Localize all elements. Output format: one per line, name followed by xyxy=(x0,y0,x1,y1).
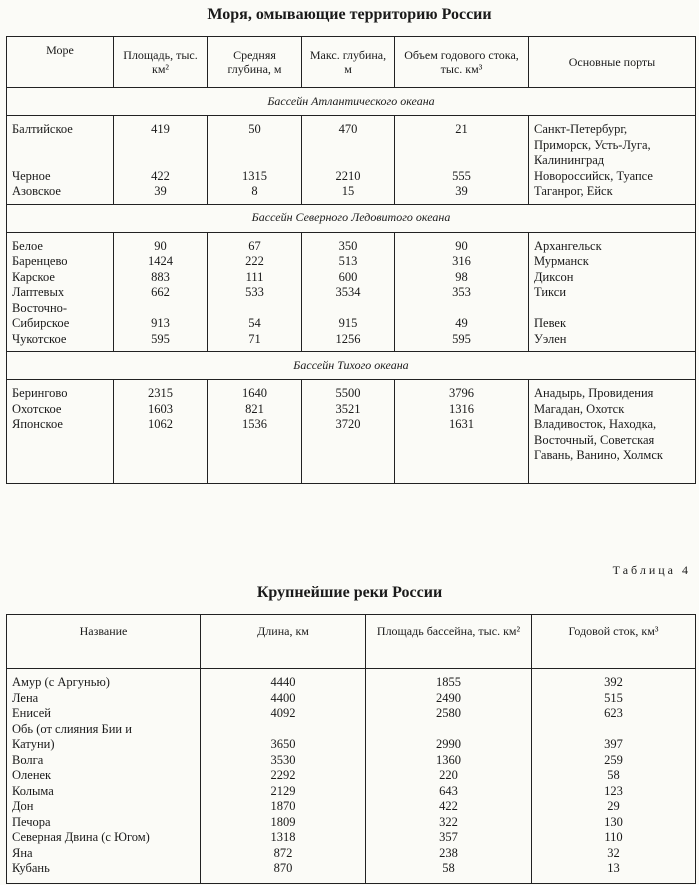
cell-line: 422 xyxy=(439,799,458,813)
seas-title: Моря, омывающие территорию России xyxy=(207,6,492,23)
cell-line: Калининград xyxy=(534,153,605,167)
header-ports: Основные порты xyxy=(529,37,696,88)
cell-line: Белое xyxy=(12,238,43,253)
sea-ports-cell xyxy=(529,116,696,205)
cell-line: 643 xyxy=(439,783,458,798)
cell-line xyxy=(400,448,523,464)
cell-line: 357 xyxy=(439,830,458,844)
header-annual-runoff: Годовой сток, км³ xyxy=(532,615,696,669)
cell-line: 1631 xyxy=(449,417,474,431)
cell-line: Восточный, Советская xyxy=(534,432,655,447)
sea-runoff-cell xyxy=(395,232,529,352)
sea-ports-cell xyxy=(529,380,696,484)
cell-line: Уэлен xyxy=(534,331,567,346)
rivers-table xyxy=(6,614,696,884)
cell-line: Колыма xyxy=(12,783,54,798)
cell-line: Японское xyxy=(12,417,63,431)
cell-line xyxy=(400,153,523,169)
cell-line: 67 xyxy=(248,238,261,253)
basin-name: Бассейн Тихого океана xyxy=(7,352,696,380)
cell-line: 1062 xyxy=(148,417,173,431)
cell-line xyxy=(12,153,108,169)
cell-line: 111 xyxy=(245,269,264,284)
sea-max-depth-cell xyxy=(302,380,395,484)
sea-runoff-cell xyxy=(395,380,529,484)
sea-avg-depth-cell xyxy=(208,232,302,352)
cell-line xyxy=(213,301,296,317)
cell-line xyxy=(213,448,296,464)
cell-line: Новороссийск, Туапсе xyxy=(534,168,653,183)
cell-line: 3521 xyxy=(335,401,361,416)
cell-line: 110 xyxy=(604,830,623,844)
cell-line: Черное xyxy=(12,168,51,183)
cell-line: 2990 xyxy=(436,737,461,751)
cell-line: Восточно- xyxy=(12,300,68,315)
cell-line xyxy=(119,464,202,480)
cell-line: 1360 xyxy=(436,752,461,767)
cell-line: 350 xyxy=(338,238,358,253)
cell-line: 220 xyxy=(439,768,458,782)
cell-line: 4092 xyxy=(270,706,296,720)
cell-line: 1603 xyxy=(148,401,173,416)
cell-line: 419 xyxy=(151,122,170,136)
cell-line: Приморск, Усть-Луга, xyxy=(534,137,651,152)
cell-line: 3650 xyxy=(270,737,296,751)
cell-line: Лаптевых xyxy=(12,285,65,299)
cell-line xyxy=(12,464,108,480)
cell-line: 238 xyxy=(439,845,458,860)
header-river-name: Название xyxy=(7,615,201,669)
sea-avg-depth-cell xyxy=(208,380,302,484)
cell-line xyxy=(12,138,108,154)
cell-line: 50 xyxy=(248,122,261,136)
cell-line: Гавань, Ванино, Холмск xyxy=(534,448,663,462)
basin-header-row xyxy=(7,88,696,116)
cell-line: Яна xyxy=(12,845,33,860)
cell-line: 54 xyxy=(248,316,261,330)
cell-line: 513 xyxy=(338,254,358,268)
sea-names-cell xyxy=(7,380,114,484)
cell-line: 821 xyxy=(245,401,264,416)
sea-runoff-cell xyxy=(395,116,529,205)
cell-line xyxy=(307,153,389,169)
cell-line: 555 xyxy=(452,168,471,183)
river-runoff-cell xyxy=(532,669,696,884)
cell-line: Амур (с Аргунью) xyxy=(12,675,110,689)
cell-line: Охотское xyxy=(12,401,62,416)
cell-line: 98 xyxy=(455,269,468,284)
sea-ports-cell xyxy=(529,232,696,352)
sea-max-depth-cell xyxy=(302,232,395,352)
sea-area-cell xyxy=(114,232,208,352)
cell-line: 915 xyxy=(338,316,358,330)
cell-line: 883 xyxy=(151,269,170,284)
cell-line: 49 xyxy=(455,316,468,330)
cell-line: 21 xyxy=(455,122,468,136)
cell-line: Балтийское xyxy=(12,122,73,136)
cell-line xyxy=(371,722,526,738)
cell-line xyxy=(213,433,296,449)
cell-line: Катуни) xyxy=(12,737,55,751)
cell-line: 1318 xyxy=(270,830,296,844)
cell-line: 600 xyxy=(338,269,358,284)
cell-line: Печора xyxy=(12,814,51,829)
cell-line: Санкт-Петербург, xyxy=(534,122,628,136)
cell-line: 2292 xyxy=(270,768,296,782)
cell-line: 872 xyxy=(273,845,293,860)
basin-name: Бассейн Северного Ледовитого океана xyxy=(7,204,696,232)
cell-line xyxy=(307,138,389,154)
cell-line: 2580 xyxy=(436,706,461,720)
cell-line xyxy=(537,722,690,738)
cell-line: 58 xyxy=(442,861,455,875)
cell-line: 1424 xyxy=(148,254,173,268)
cell-line xyxy=(307,464,389,480)
sea-names-cell xyxy=(7,232,114,352)
header-length: Длина, км xyxy=(201,615,366,669)
cell-line: Дон xyxy=(12,799,34,813)
cell-line xyxy=(307,301,389,317)
river-area-cell xyxy=(366,669,532,884)
cell-line: 29 xyxy=(607,799,620,813)
rivers-data-row xyxy=(7,669,696,884)
cell-line xyxy=(213,464,296,480)
cell-line: 3720 xyxy=(335,417,361,431)
cell-line: 422 xyxy=(151,168,170,183)
table-number-label: Таблица 4 xyxy=(612,563,691,577)
cell-line: 2129 xyxy=(270,783,296,798)
sea-max-depth-cell xyxy=(302,116,395,205)
sea-area-cell xyxy=(114,380,208,484)
cell-line: Кубань xyxy=(12,861,50,875)
basin-header-row xyxy=(7,352,696,380)
cell-line xyxy=(119,448,202,464)
cell-line: 397 xyxy=(604,737,623,751)
cell-line: 4440 xyxy=(270,675,296,689)
cell-line: 259 xyxy=(604,752,623,767)
cell-line xyxy=(534,301,690,317)
sea-avg-depth-cell xyxy=(208,116,302,205)
cell-line xyxy=(534,464,690,480)
cell-line: 130 xyxy=(604,814,623,829)
cell-line: Лена xyxy=(12,690,39,705)
header-area: Площадь, тыс. км² xyxy=(114,37,208,88)
cell-line: Мурманск xyxy=(534,254,589,268)
cell-line: Волга xyxy=(12,752,44,767)
cell-line: 1315 xyxy=(242,168,267,183)
basin-data-row xyxy=(7,380,696,484)
rivers-header-row xyxy=(7,615,696,669)
cell-line: 353 xyxy=(452,285,471,299)
header-basin-area: Площадь бассейна, тыс. км² xyxy=(366,615,532,669)
cell-line: 4400 xyxy=(270,690,296,705)
cell-line: 1316 xyxy=(449,401,474,416)
cell-line: 2315 xyxy=(148,386,173,400)
basin-data-row xyxy=(7,232,696,352)
seas-table xyxy=(6,36,696,484)
cell-line: Обь (от слияния Бии и xyxy=(12,721,132,736)
seas-header-row xyxy=(7,37,696,88)
cell-line: 8 xyxy=(251,184,258,198)
cell-line: Сибирское xyxy=(12,316,70,330)
cell-line: 39 xyxy=(455,184,468,198)
cell-line: Владивосток, Находка, xyxy=(534,417,657,431)
sea-names-cell xyxy=(7,116,114,205)
cell-line: 2490 xyxy=(436,690,461,705)
cell-line xyxy=(213,153,296,169)
cell-line: Оленек xyxy=(12,768,52,782)
cell-line xyxy=(119,153,202,169)
cell-line xyxy=(213,138,296,154)
cell-line: Берингово xyxy=(12,386,68,400)
cell-line: 316 xyxy=(452,254,471,268)
river-names-cell xyxy=(7,669,201,884)
cell-line: 2210 xyxy=(335,168,361,183)
cell-line: 32 xyxy=(607,845,620,860)
cell-line xyxy=(206,722,360,738)
header-max-depth: Макс. глубина, м xyxy=(302,37,395,88)
cell-line xyxy=(400,433,523,449)
cell-line: Енисей xyxy=(12,706,51,720)
cell-line: Архангельск xyxy=(534,238,602,253)
sea-area-cell xyxy=(114,116,208,205)
cell-line: 623 xyxy=(604,706,623,720)
cell-line: 515 xyxy=(604,690,623,705)
cell-line: 123 xyxy=(604,783,623,798)
cell-line xyxy=(12,433,108,449)
cell-line xyxy=(400,301,523,317)
cell-line: 13 xyxy=(607,861,620,875)
cell-line xyxy=(119,301,202,317)
rivers-title: Крупнейшие реки России xyxy=(256,584,443,601)
cell-line: Магадан, Охотск xyxy=(534,401,625,416)
cell-line: 5500 xyxy=(335,386,361,400)
basin-name: Бассейн Атлантического океана xyxy=(7,88,696,116)
header-sea: Море xyxy=(7,37,114,88)
basin-data-row xyxy=(7,116,696,205)
cell-line: Тикси xyxy=(534,285,567,299)
cell-line: 595 xyxy=(452,331,471,346)
cell-line: 3796 xyxy=(449,386,474,400)
cell-line: 470 xyxy=(338,122,358,136)
cell-line: 1809 xyxy=(270,814,296,829)
cell-line: 90 xyxy=(154,238,167,253)
cell-line: 1256 xyxy=(335,331,361,346)
cell-line: 1870 xyxy=(270,799,296,813)
cell-line xyxy=(307,433,389,449)
cell-line: 90 xyxy=(455,238,468,253)
cell-line: 71 xyxy=(248,331,261,346)
cell-line: 222 xyxy=(245,254,264,268)
cell-line: 392 xyxy=(604,675,623,689)
cell-line: 39 xyxy=(154,184,167,198)
cell-line xyxy=(119,433,202,449)
cell-line: Северная Двина (с Югом) xyxy=(12,830,150,844)
cell-line: 3530 xyxy=(270,752,296,767)
cell-line xyxy=(400,464,523,480)
header-avg-depth: Средняя глубина, м xyxy=(208,37,302,88)
cell-line: Таганрог, Ейск xyxy=(534,184,613,198)
basin-header-row xyxy=(7,204,696,232)
cell-line: 58 xyxy=(607,768,620,782)
cell-line xyxy=(12,448,108,464)
cell-line: 3534 xyxy=(335,285,361,299)
cell-line: 1640 xyxy=(242,386,267,400)
cell-line: 870 xyxy=(273,861,293,875)
cell-line: Карское xyxy=(12,269,55,284)
cell-line: Певек xyxy=(534,316,567,330)
cell-line: Азовское xyxy=(12,184,61,198)
cell-line: 533 xyxy=(245,285,264,299)
cell-line xyxy=(119,138,202,154)
cell-line xyxy=(307,448,389,464)
cell-line: 662 xyxy=(151,285,170,299)
cell-line: 322 xyxy=(439,814,458,829)
cell-line: Диксон xyxy=(534,269,574,284)
cell-line xyxy=(400,138,523,154)
cell-line: Чукотское xyxy=(12,331,67,346)
cell-line: 15 xyxy=(341,184,355,198)
cell-line: 913 xyxy=(151,316,170,330)
header-runoff: Объем годового стока, тыс. км³ xyxy=(395,37,529,88)
cell-line: Анадырь, Провидения xyxy=(534,386,654,400)
cell-line: 1855 xyxy=(436,675,461,689)
cell-line: 1536 xyxy=(242,417,267,431)
cell-line: Баренцево xyxy=(12,254,68,268)
cell-line: 595 xyxy=(151,331,170,346)
river-length-cell xyxy=(201,669,366,884)
